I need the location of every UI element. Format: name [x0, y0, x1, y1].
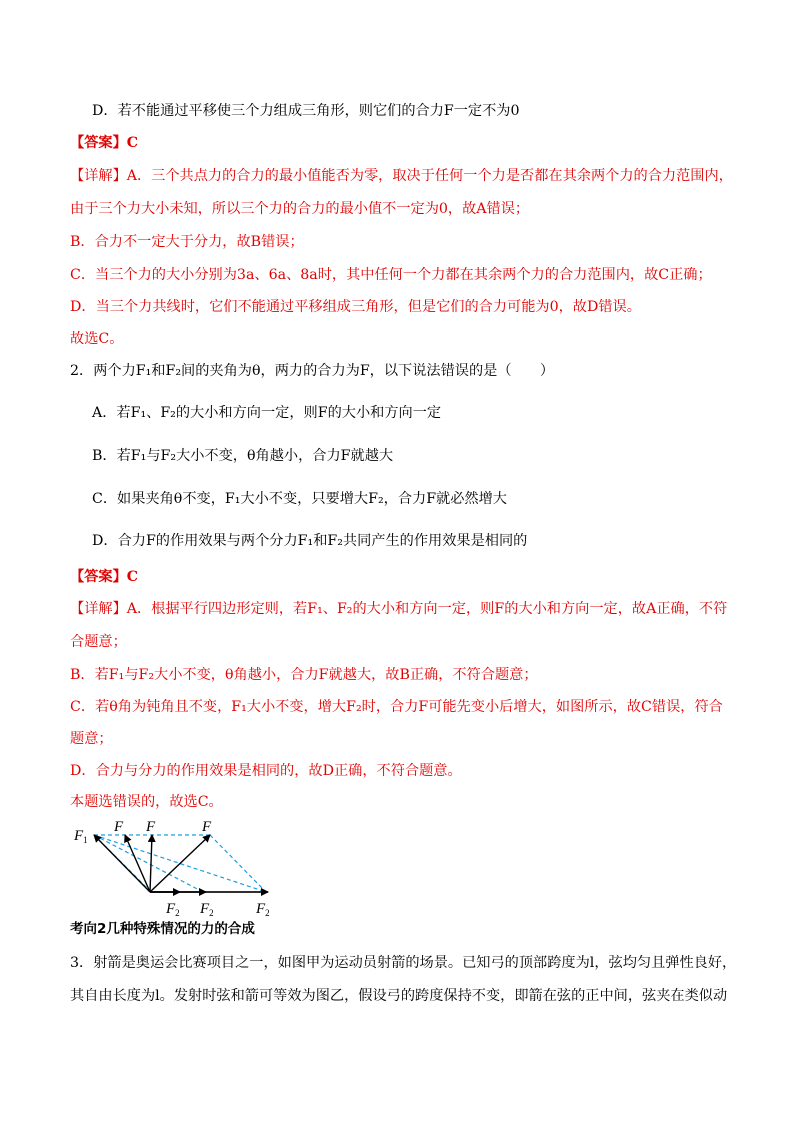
q2-option-b: B．若F₁与F₂大小不变，θ角越小，合力F就越大: [92, 448, 394, 464]
q2-answer: 【答案】C: [70, 569, 139, 585]
q2-option-a: A．若F₁、F₂的大小和方向一定，则F的大小和方向一定: [92, 405, 442, 421]
label-f2-a: $F_2$: [166, 901, 180, 918]
label-f-b: F: [146, 819, 156, 835]
label-f1: $F_1$: [74, 828, 88, 845]
q1-answer: 【答案】C: [70, 135, 139, 151]
q2-stem: 2．两个力F₁和F₂间的夹角为θ，两力的合力为F，以下说法错误的是（ ）: [70, 363, 555, 379]
q1-detail-3: B．合力不一定大于分力，故B错误；: [70, 234, 304, 250]
q2-detail-3: B．若F₁与F₂大小不变，θ角越小，合力F就越大，故B正确，不符合题意；: [70, 667, 538, 683]
dashed-side-2: [94, 835, 203, 892]
q3-line-2: 其自由长度为l。发射时弦和箭可等效为图乙，假设弓的跨度保持不变，即箭在弦的正中间，弦夹在类似动: [70, 988, 728, 1004]
q1-conclusion: 故选C。: [70, 331, 124, 347]
arrow-f1: [94, 835, 150, 892]
q2-detail-1: 【详解】A．根据平行四边形定则，若F₁、F₂的大小和方向一定，则F的大小和方向一定，故A正确，不符: [70, 601, 728, 617]
q2-option-c: C．如果夹角θ不变，F₁大小不变，只要增大F₂，合力F就必然增大: [92, 491, 507, 507]
q1-detail-5: D．当三个力共线时，它们不能通过平移组成三角形，但是它们的合力可能为0，故D错误。: [70, 299, 641, 315]
q1-option-d: D．若不能通过平移使三个力组成三角形，则它们的合力F一定不为0: [92, 103, 520, 119]
label-f2-c: $F_2$: [256, 901, 270, 918]
q2-detail-2: 合题意；: [70, 634, 127, 650]
label-f-a: F: [114, 819, 124, 835]
label-f2-b: $F_2$: [200, 901, 214, 918]
q2-conclusion: 本题选错误的，故选C。: [70, 794, 223, 810]
arrow-f-2: [150, 835, 152, 892]
q2-option-d: D．合力F的作用效果与两个分力F₁和F₂共同产生的作用效果是相同的: [92, 533, 528, 549]
q1-detail-1: 【详解】A．三个共点力的合力的最小值能否为零，取决于任何一个力是否都在其余两个力的合力范围内，: [70, 168, 733, 184]
q2-detail-5: 题意；: [70, 731, 113, 747]
dashed-side-4: [210, 835, 266, 892]
arrow-f-1: [125, 835, 150, 892]
force-parallelogram-figure: [70, 815, 280, 920]
section-heading: 考向2几种特殊情况的力的合成: [70, 921, 255, 937]
q2-detail-6: D．合力与分力的作用效果是相同的，故D正确，不符合题意。: [70, 763, 462, 779]
label-f-c: F: [202, 819, 212, 835]
q3-line-1: 3．射箭是奥运会比赛项目之一，如图甲为运动员射箭的场景。已知弓的顶部跨度为l，弦均匀且弹性良好，: [70, 955, 737, 971]
q1-detail-4: C．当三个力的大小分别为3a、6a、8a时，其中任何一个力都在其余两个力的合力范围内，故C正确；: [70, 267, 712, 283]
arrow-f-3: [150, 835, 210, 892]
q2-detail-4: C．若θ角为钝角且不变，F₁大小不变，增大F₂时，合力F可能先变小后增大，如图所示，故C错误，符合: [70, 699, 723, 715]
q1-detail-2: 由于三个力大小未知，所以三个力的合力的最小值不一定为0，故A错误；: [70, 201, 530, 217]
